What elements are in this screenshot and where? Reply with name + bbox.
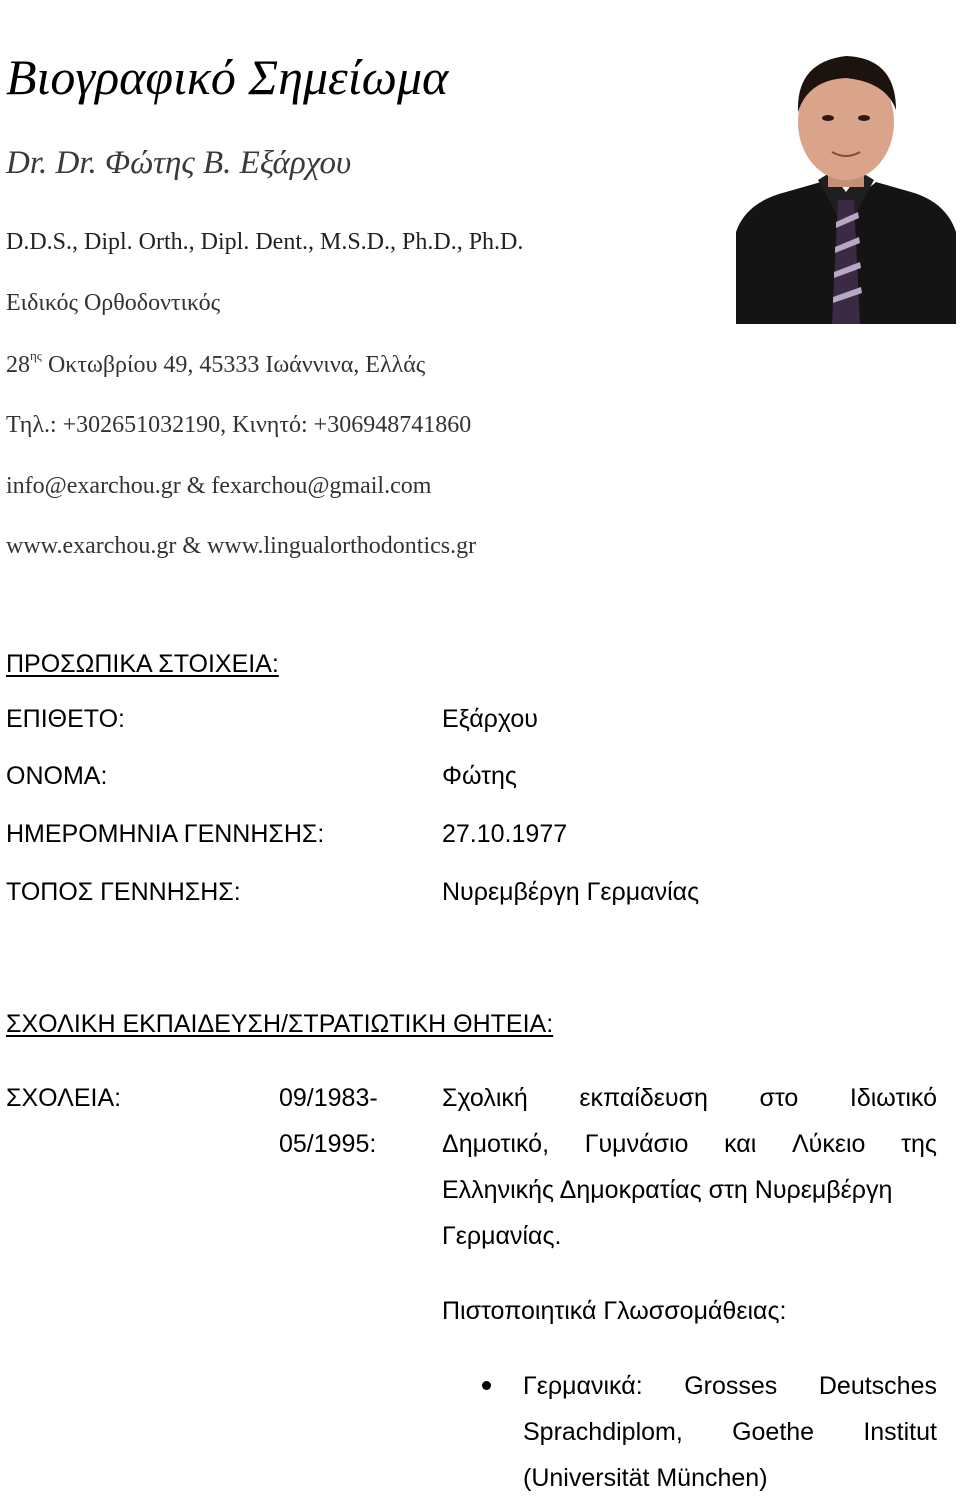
word: Γυμνάσιο: [584, 1130, 689, 1158]
birth-date-value: 27.10.1977: [442, 820, 568, 848]
address-line: [6, 348, 426, 379]
specialty-line: Ειδικός Ορθοδοντικός: [6, 290, 221, 316]
word: Institut: [863, 1418, 937, 1446]
certificate-line: [523, 1372, 937, 1401]
personal-details-heading: ΠΡΟΣΩΠΙΚΑ ΣΤΟΙΧΕΙΑ:: [6, 650, 279, 678]
surname-value: Εξάρχου: [442, 705, 538, 733]
schools-date-end: 05/1995:: [279, 1130, 377, 1158]
word: Δημοτικό,: [442, 1130, 550, 1158]
word: Goethe: [732, 1418, 815, 1446]
firstname-value: Φώτης: [442, 762, 517, 790]
word: Grosses: [684, 1372, 778, 1400]
firstname-label: ΟΝΟΜΑ:: [6, 762, 108, 790]
person-name: Dr. Dr. Φώτης Β. Εξάρχου: [6, 145, 352, 181]
document-title: Βιογραφικό Σημείωμα: [6, 49, 449, 105]
certificate-line: (Universität München): [523, 1464, 768, 1492]
website-line: www.exarchou.gr & www.lingualorthodontics.gr: [6, 533, 477, 559]
schools-label: ΣΧΟΛΕΙΑ:: [6, 1084, 122, 1112]
word: εκπαίδευση: [579, 1084, 708, 1112]
portrait-photo: [736, 32, 956, 324]
portrait-photo-icon: [736, 32, 956, 324]
bullet-icon: [482, 1381, 491, 1390]
word: Σχολική: [442, 1084, 528, 1112]
language-certificates-heading: Πιστοποιητικά Γλωσσομάθειας:: [442, 1297, 787, 1325]
word: Γερμανικά:: [523, 1372, 643, 1400]
phone-line: Τηλ.: +302651032190, Κινητό: +306948741860: [6, 412, 472, 438]
school-description-line: [442, 1130, 937, 1159]
birth-place-label: ΤΟΠΟΣ ΓΕΝΝΗΣΗΣ:: [6, 878, 241, 906]
degrees-line: D.D.S., Dipl. Orth., Dipl. Dent., M.S.D., Ph.D., Ph.D.: [6, 229, 524, 255]
address-number: 28: [6, 352, 30, 378]
school-description-line: Γερμανίας.: [442, 1222, 562, 1250]
word: Ιδιωτικό: [849, 1084, 937, 1112]
address-rest: Οκτωβρίου 49, 45333 Ιωάννινα, Ελλάς: [41, 352, 426, 378]
word: Λύκειο: [791, 1130, 866, 1158]
schools-date-start: 09/1983-: [279, 1084, 378, 1112]
education-heading: ΣΧΟΛΙΚΗ ΕΚΠΑΙΔΕΥΣΗ/ΣΤΡΑΤΙΩΤΙΚΗ ΘΗΤΕΙΑ:: [6, 1010, 554, 1038]
word: Deutsches: [818, 1372, 937, 1400]
school-description-line: Ελληνικής Δημοκρατίας στη Νυρεμβέργη: [442, 1176, 893, 1204]
school-description-line: [442, 1084, 937, 1113]
email-line: info@exarchou.gr & fexarchou@gmail.com: [6, 473, 432, 499]
address-ordinal-suffix: ης: [30, 348, 42, 363]
surname-label: ΕΠΙΘΕΤΟ:: [6, 705, 126, 733]
birth-date-label: ΗΜΕΡΟΜΗΝΙΑ ΓΕΝΝΗΣΗΣ:: [6, 820, 325, 848]
word: στο: [759, 1084, 799, 1112]
birth-place-value: Νυρεμβέργη Γερμανίας: [442, 878, 700, 906]
word: Sprachdiplom,: [523, 1418, 683, 1446]
word: και: [724, 1130, 757, 1158]
word: της: [901, 1130, 937, 1158]
certificate-line: [523, 1418, 937, 1447]
